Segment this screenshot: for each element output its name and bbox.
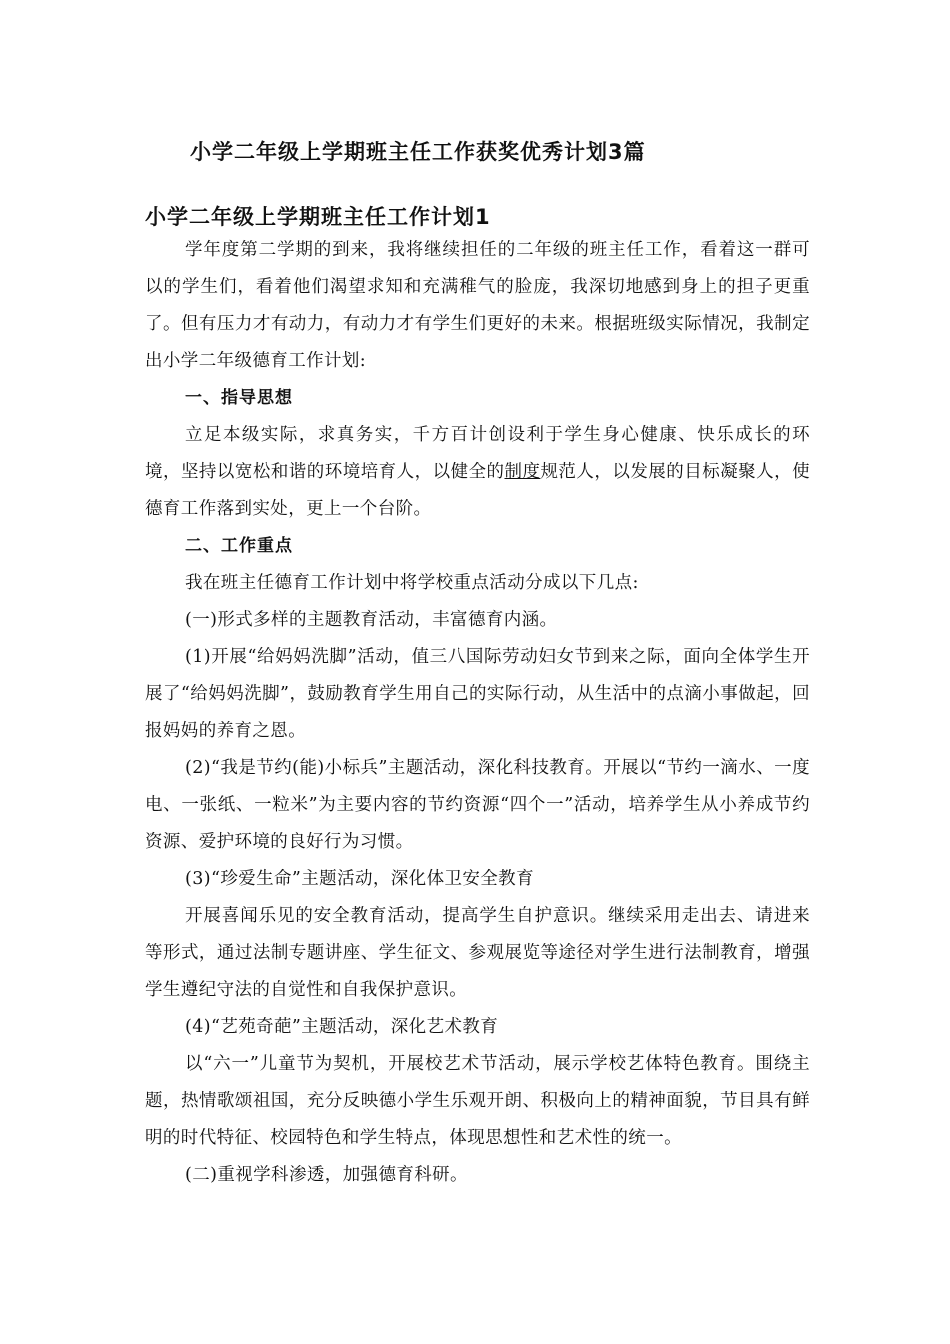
heading-work-focus: 二、工作重点: [185, 536, 293, 556]
item-1-paragraph: (1)开展“给妈妈洗脚”活动，值三八国际劳动妇女节到来之际，面向全体学生开展了“给妈妈洗脚”，鼓励教育学生用自己的实际行动，从生活中的点滴小事做起，回报妈妈的养育之恩。: [145, 647, 810, 741]
item-4-paragraph: 以“六一”儿童节为契机，开展校艺术节活动，展示学校艺体特色教育。围绕主题，热情歌颂祖国，充分反映德小学生乐观开朗、积极向上的精神面貌，节目具有鲜明的时代特征、校园特色和学生特点，体现思想性和艺术性的统一。: [145, 1054, 810, 1148]
item-4-heading: (4)“艺苑奇葩”主题活动，深化艺术教育: [185, 1017, 499, 1037]
section-title: 小学二年级上学期班主任工作计划1: [145, 205, 491, 229]
guide-text-part1: 立足本级实际，求真务实，千方百计创设利于学生身心健康、快乐成长的环境，坚持以宽松和谐的环境培育人，以健全的: [145, 425, 810, 482]
subsection-two: (二)重视学科渗透，加强德育科研。: [185, 1165, 468, 1185]
item-3-heading: (3)“珍爱生命”主题活动，深化体卫安全教育: [185, 869, 534, 889]
item-3-paragraph: 开展喜闻乐见的安全教育活动，提高学生自护意识。继续采用走出去、请进来等形式，通过法制专题讲座、学生征文、参观展览等途径对学生进行法制教育，增强学生遵纪守法的自觉性和自我保护意识。: [145, 906, 810, 1000]
item-2-paragraph: (2)“我是节约(能)小标兵”主题活动，深化科技教育。开展以“节约一滴水、一度电、一张纸、一粒米”为主要内容的节约资源“四个一”活动，培养学生从小养成节约资源、爱护环境的良好行为习惯。: [145, 758, 810, 852]
guide-text-part2: 规范人，以发展的目标凝聚人，使德育工作落到实处，更上一个台阶。: [145, 462, 810, 519]
heading-guiding-thought: 一、指导思想: [185, 388, 293, 408]
subsection-one: (一)形式多样的主题教育活动，丰富德育内涵。: [185, 610, 558, 630]
regulation-link[interactable]: 制度: [504, 462, 541, 482]
intro-paragraph: 学年度第二学期的到来，我将继续担任的二年级的班主任工作，看着这一群可以的学生们，看着他们渴望求知和充满稚气的脸庞，我深切地感到身上的担子更重了。但有压力才有动力，有动力才有学生们更好的未来。根据班级实际情况，我制定出小学二年级德育工作计划:: [145, 240, 810, 371]
document-body: [145, 232, 810, 1194]
guide-paragraph: [145, 417, 810, 528]
focus-intro-paragraph: 我在班主任德育工作计划中将学校重点活动分成以下几点:: [185, 573, 639, 593]
document-title: 小学二年级上学期班主任工作获奖优秀计划3篇: [190, 140, 646, 164]
